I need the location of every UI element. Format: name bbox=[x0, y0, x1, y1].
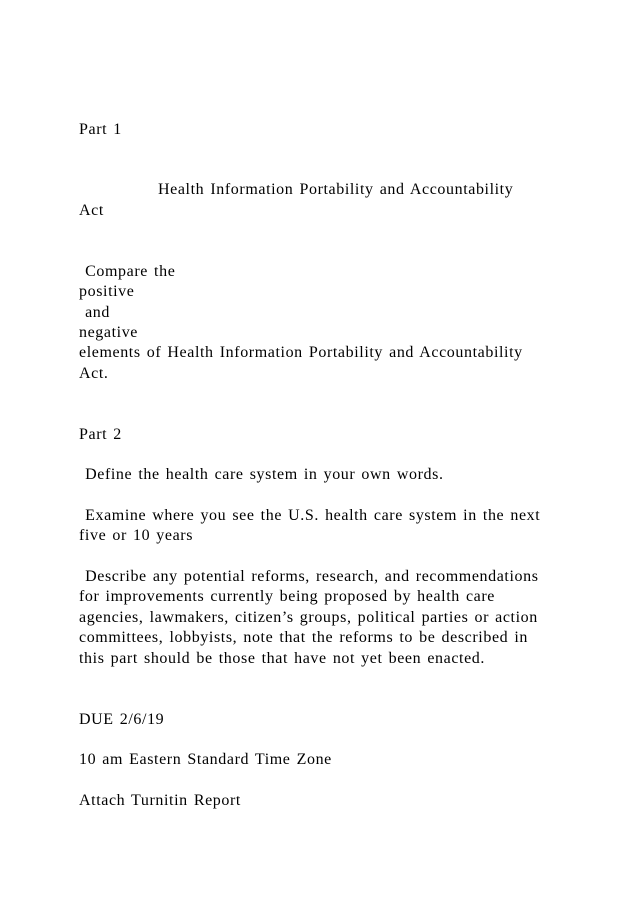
due-time: 10 am Eastern Standard Time Zone bbox=[79, 751, 332, 768]
part1-compare-line: Compare the bbox=[79, 263, 176, 280]
part2-heading: Part 2 bbox=[79, 426, 122, 443]
part2-examine-line: Examine where you see the U.S. health care system in the next bbox=[79, 507, 541, 524]
part1-heading: Part 1 bbox=[79, 121, 122, 138]
part1-title-line1: Health Information Portability and Accountability bbox=[158, 181, 514, 198]
part2-describe-line: committees, lobbyists, note that the reforms to be described in bbox=[79, 629, 528, 646]
part1-compare-line: negative bbox=[79, 324, 138, 341]
part1-compare-line: and bbox=[79, 304, 111, 321]
part2-describe-line: Describe any potential reforms, research, and recommendations bbox=[79, 568, 539, 585]
part2-define: Define the health care system in your own words. bbox=[79, 466, 444, 483]
attach-instruction: Attach Turnitin Report bbox=[79, 792, 241, 809]
part1-compare-line: positive bbox=[79, 283, 135, 300]
part1-compare-line: elements of Health Information Portability and Accountability bbox=[79, 344, 523, 361]
part1-compare-line: Act. bbox=[79, 365, 109, 382]
part2-describe-line: for improvements currently being proposed by health care bbox=[79, 588, 495, 605]
part2-describe-line: agencies, lawmakers, citizen’s groups, political parties or action bbox=[79, 609, 538, 626]
part2-examine-line: five or 10 years bbox=[79, 527, 194, 544]
due-date: DUE 2/6/19 bbox=[79, 711, 165, 728]
part2-describe-line: this part should be those that have not yet been enacted. bbox=[79, 650, 485, 667]
part1-title-line2: Act bbox=[79, 202, 104, 219]
